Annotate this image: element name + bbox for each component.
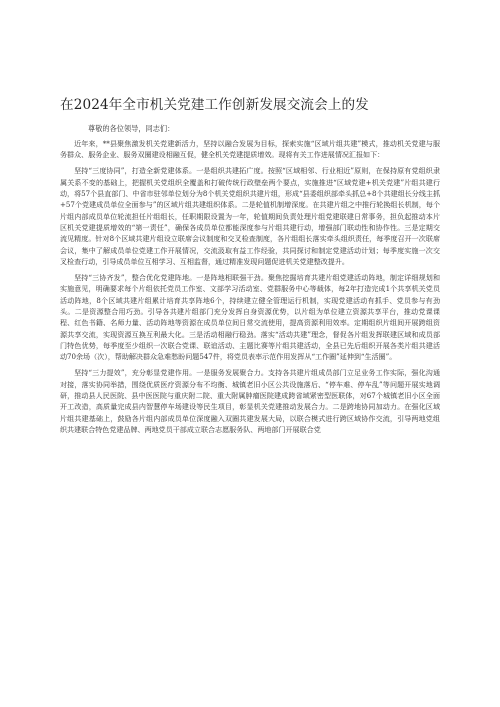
salutation: 尊敬的各位领导，同志们：	[88, 124, 175, 133]
paragraph-venues: 坚持“三协齐发”，整合优化党建阵地。一是阵地相联强干劲。聚焦挖掘培育共建片组党建活动阵地，制定详细规划和实施意见，明确要求每个片组依托党员工作室、文部学习活动室、党群服务中心等载体，每2年打造完成1个共享机关党员活动阵地，8个区域共建片组累计培育共享阵地6个，持续建立健全管理运行机制，实现党建活动有抓手、党员参与有劲头。二是资源整合用巧劲。引导各共建片组部门充分发挥自身资源优势，以片组为单位建立资源共享平台，推动党课课程、红色书籍、名师力量、活动阵地等资源在成员单位间日常交流使用，提高资源利用效率。定期组织片组间开展跨组资源共享交流，实现资源互换互利最大化。三是活动相融行稳劲。落实“活动共建”理念，督促各片组发挥联建区域和成员部门特色优势，每季度至少组织一次联合党课、联谊活动、主题比赛等片组共建活动，全县已先后组织开展各类片组共建活动70余场（次），帮助解决群众急难愁盼问题547件，将党员表率示范作用发挥从“工作圈”延伸到“生活圈”。	[60, 272, 440, 362]
paragraph-organization: 坚持“三度协同”，打造全新党建体系。一是组织共建拓广度。按照“区域相邻、行业相近”原则，在保持原有党组织隶属关系不变的基础上，把握机关党组织全覆盖和打破传统行政壁垒两个要点，实施推进“区域党建+机关党建”片组共建行动，将57个县直部门、中省市驻邻单位划分为8个机关党组织共建片组，形成“县委组织部牵头抓总+8个共建组长分线主抓+57个党建成员单位全面参与”的区域片组共建组织体系。二是轮值机制增深度。在共建片组之中推行轮换组长机制，每个片组内部成员单位轮流担任片组组长，任职期限设置为一年，轮值期间负责处理片组党建联建日常事务，担负起推动本片区机关党建提质增效的“第一责任”，确保各成员单位都能深度参与片组共建行动，增强部门联动性和协作性。三是定期交流见精度。针对8个区域共建片组设立联席会议制度和交叉检查制度，各片组组长落实牵头组织责任，每季度召开一次联席会议，集中了解成员单位党建工作开展情况，交流汲取有益工作经验，共同探讨和制定党建活动计划；每季度实施一次交叉检查行动，引导成员单位互相学习、互相监督，通过精准发现问题促进机关党建整改提升。	[60, 166, 440, 267]
document-title: 在2024年全市机关党建工作创新发展交流会上的发	[60, 97, 369, 113]
document-body	[60, 138, 440, 440]
paragraph-intro: 近年来，**县聚焦激发机关党建新活力，坚持以融合发展为目标，探索实施“区域片组共建”模式，推动机关党建与服务群众、服务企业、服务双圈建设相融互促，健全机关党建提质增效。现将有关工作进展情况汇报如下：	[60, 139, 440, 160]
paragraph-role: 坚持“三力提效”，充分彰显党建作用。一是服务发展聚合力。支持各共建片组成员部门立足业务工作实际，强化沟通对接，落实协同举措，围绕优质医疗资源分布不均衡、城镇老旧小区公共设施落后、“停车难、停车乱”等问题开展实地调研，推动县人民医院、县中医医院与重庆附二院、重大附属肿瘤医院建成跨省域紧密型医联体，对67个城镇老旧小区全面开工改造，高质量完成县内智慧停车场建设等民生项目，彰显机关党建推动发展合力。二是跨地协同加动力。在强化区域片组共建基础上，鼓励各片组内部成员单位深度融入双圈共建发展大局，以联合模式进行跨区域协作交流，引导两地党组织共建联合特色党建品牌、两地党员干部成立联合志愿服务队、两地部门开展联合党	[60, 368, 440, 435]
